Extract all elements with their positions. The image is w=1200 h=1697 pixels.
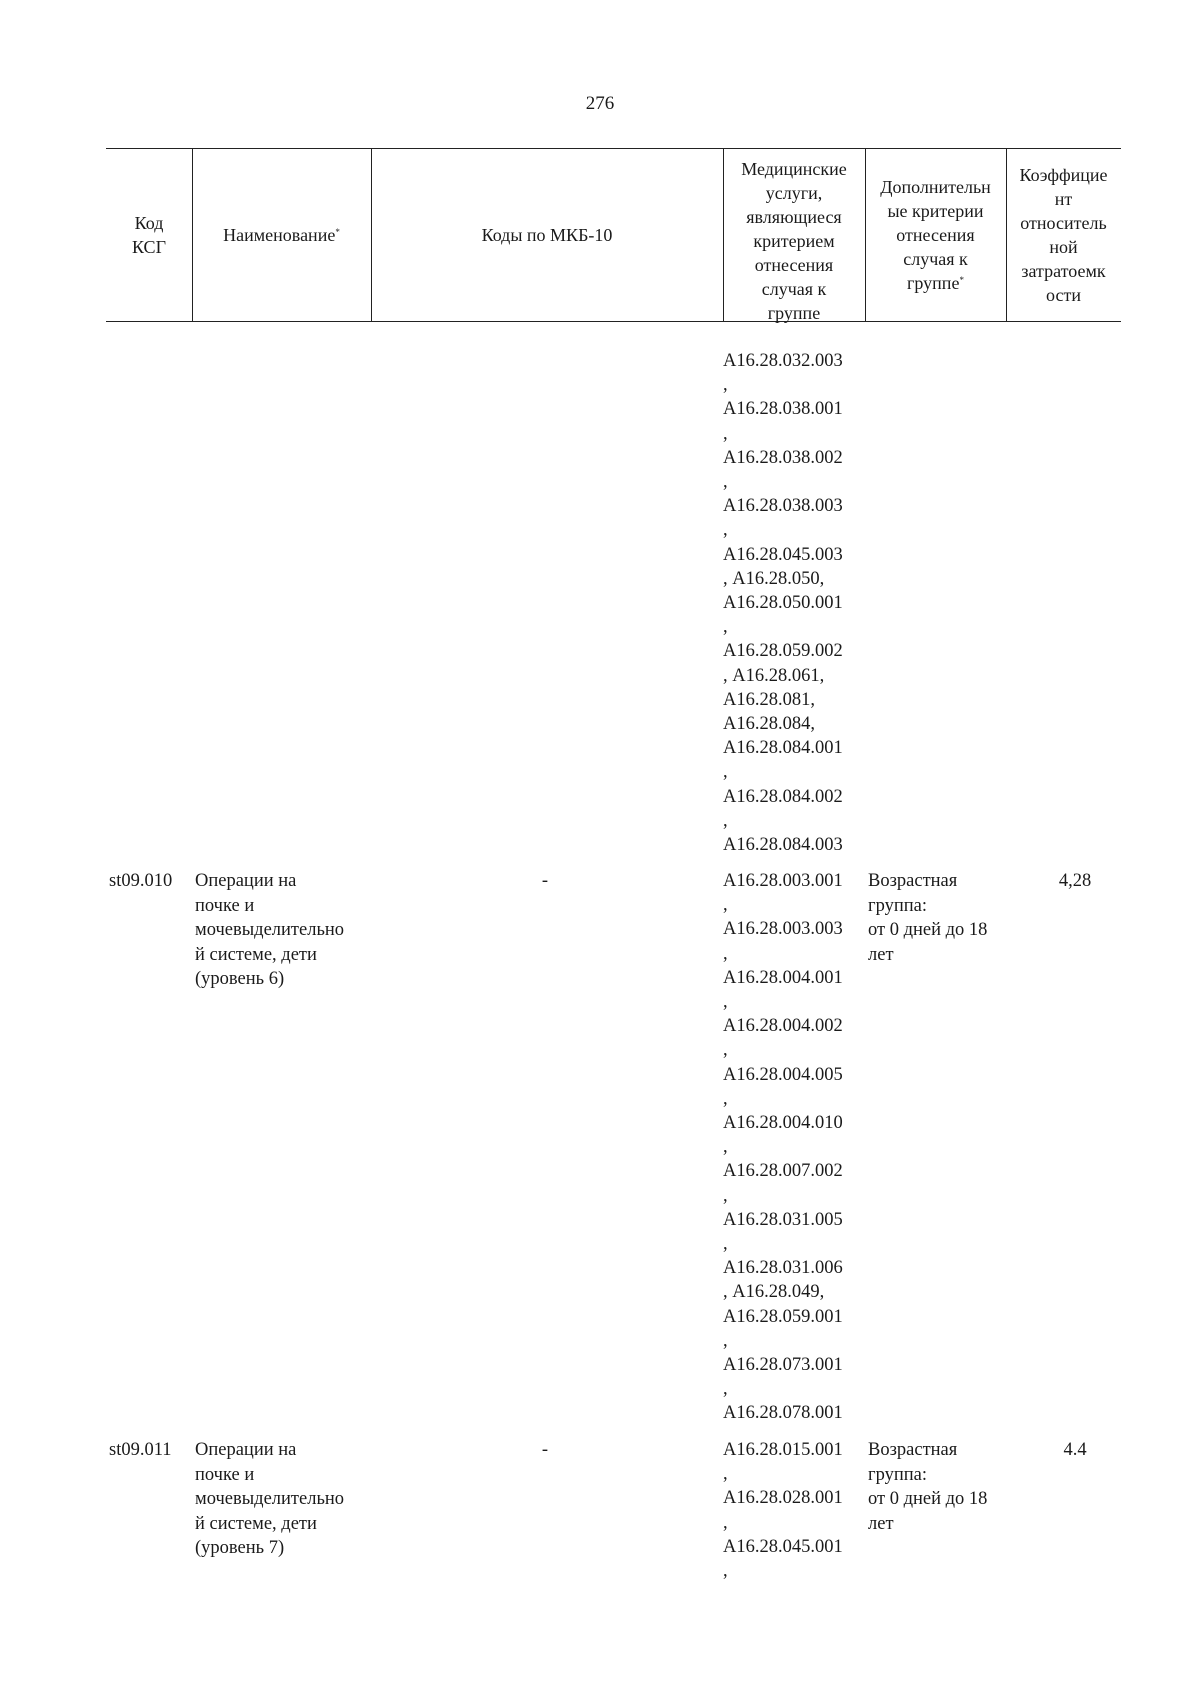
header-coef bbox=[1006, 149, 1121, 321]
header-name bbox=[192, 149, 371, 321]
header-name-text: Наименование bbox=[223, 225, 336, 245]
header-name-mark: * bbox=[335, 227, 340, 237]
row-coef: 4,28 bbox=[1058, 871, 1092, 891]
continuation-services: А16.28.032.003 , А16.28.038.001 , А16.28.038.002 , А16.28.038.003 , А16.28.045.003 , А16.28.050, А16.28.050.001 , А16.28.059.002 , А16.28.061, А16.28.081, А16.28.084, А16.28.084.001 , А16.28.084.002 , А16.28.084.003 bbox=[723, 351, 843, 856]
header-code-line1: Код bbox=[134, 213, 164, 233]
row-coef: 4.4 bbox=[1063, 1440, 1087, 1460]
row-code: st09.011 bbox=[109, 1440, 172, 1460]
header-criteria-text: Дополнительн ые критерии отнесения случая к группе bbox=[880, 177, 991, 293]
row-services: А16.28.003.001 , А16.28.003.003 , А16.28.004.001 , А16.28.004.002 , А16.28.004.005 , А16.28.004.010 , А16.28.007.002 , А16.28.031.005 , А16.28.031.006 , А16.28.049, А16.28.059.001 , А16.28.073.001 , А16.28.078.001 bbox=[723, 871, 843, 1424]
header-mkb bbox=[371, 149, 723, 321]
header-criteria bbox=[865, 149, 1006, 321]
header-services-text: Медицинские услуги, являющиеся критерием отнесения случая к группе bbox=[741, 159, 847, 323]
row-criteria: Возрастная группа: от 0 дней до 18 лет bbox=[868, 871, 988, 965]
header-code-line2: КСГ bbox=[132, 237, 166, 257]
row-name: Операции на почке и мочевыделительно й системе, дети (уровень 7) bbox=[195, 1440, 345, 1558]
header-coef-text: Коэффицие нт относитель ной затратоемк ости bbox=[1019, 165, 1108, 305]
row-mkb: - bbox=[541, 1440, 549, 1460]
header-criteria-mark: * bbox=[959, 275, 964, 285]
table-header bbox=[106, 148, 1121, 322]
row-criteria: Возрастная группа: от 0 дней до 18 лет bbox=[868, 1440, 988, 1534]
header-mkb-text: Коды по МКБ-10 bbox=[481, 225, 613, 245]
row-code: st09.010 bbox=[109, 871, 173, 891]
header-code bbox=[106, 149, 192, 321]
page-number: 276 bbox=[585, 93, 615, 114]
row-name: Операции на почке и мочевыделительно й системе, дети (уровень 6) bbox=[195, 871, 345, 989]
row-mkb: - bbox=[541, 871, 549, 891]
row-services: А16.28.015.001 , А16.28.028.001 , А16.28.045.001 , bbox=[723, 1440, 843, 1582]
header-services bbox=[723, 149, 865, 327]
